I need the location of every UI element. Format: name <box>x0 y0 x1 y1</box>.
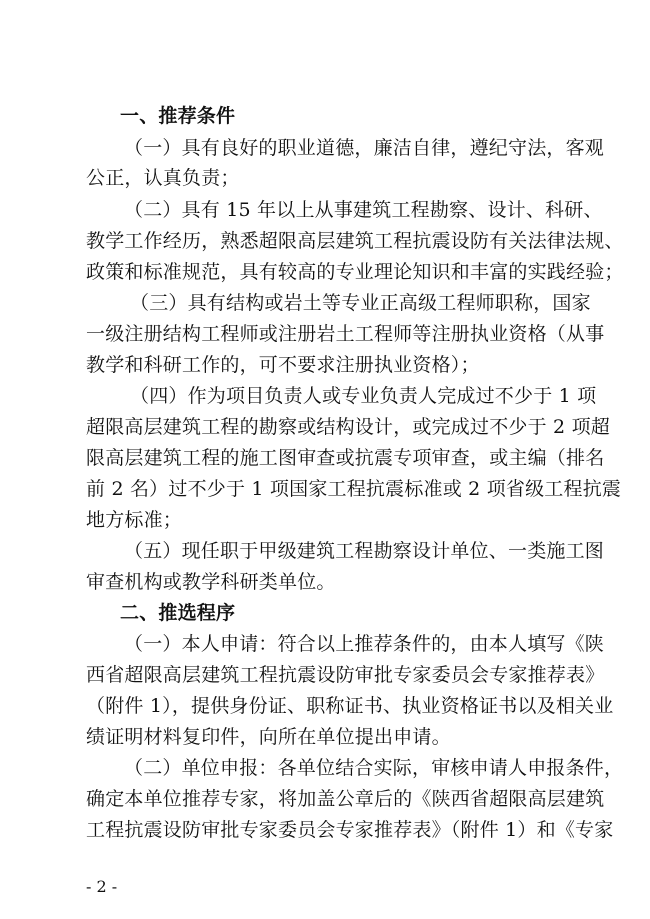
paragraph-line: 一级注册结构工程师或注册岩土工程师等注册执业资格（从事 <box>86 323 605 345</box>
paragraph-line: 审查机构或教学科研类单位。 <box>86 571 336 593</box>
paragraph-line: 限高层建筑工程的施工图审查或抗震专项审查，或主编（排名 <box>86 447 605 469</box>
paragraph-line: （五）现任职于甲级建筑工程勘察设计单位、一类施工图 <box>124 540 605 562</box>
paragraph-line: 公正，认真负责； <box>86 167 240 189</box>
paragraph-line: （四）作为项目负责人或专业负责人完成过不少于 1 项 <box>130 385 597 407</box>
paragraph-line: 政策和标准规范，具有较高的专业理论知识和丰富的实践经验； <box>86 261 624 283</box>
paragraph-line: 超限高层建筑工程的勘察或结构设计，或完成过不少于 2 项超 <box>86 416 610 438</box>
paragraph-line: 前 2 名）过不少于 1 项国家工程抗震标准或 2 项省级工程抗震 <box>86 478 622 500</box>
paragraph-line: （三）具有结构或岩土等专业正高级工程师职称，国家 <box>130 292 591 314</box>
section-heading-selection-procedure: 二、推选程序 <box>120 602 236 624</box>
paragraph-line: 地方标准； <box>86 509 183 531</box>
paragraph-line: 工程抗震设防审批专家委员会专家推荐表》（附件 1）和《专家 <box>86 819 614 841</box>
paragraph-line: （一）本人申请：符合以上推荐条件的，由本人填写《陕 <box>124 633 605 655</box>
paragraph-line: （二）具有 15 年以上从事建筑工程勘察、设计、科研、 <box>124 199 603 221</box>
paragraph-line: （一）具有良好的职业道德，廉洁自律，遵纪守法，客观 <box>124 137 605 159</box>
paragraph-line: 西省超限高层建筑工程抗震设防审批专家委员会专家推荐表》 <box>86 664 605 686</box>
paragraph-line: 绩证明材料复印件，向所在单位提出申请。 <box>86 726 451 748</box>
paragraph-line: （附件 1），提供身份证、职称证书、执业资格证书以及相关业 <box>86 695 614 717</box>
paragraph-line: （二）单位申报：各单位结合实际，审核申请人申报条件， <box>124 757 624 779</box>
paragraph-line: 教学工作经历，熟悉超限高层建筑工程抗震设防有关法律法规、 <box>86 230 624 252</box>
section-heading-recommendation-conditions: 一、推荐条件 <box>120 105 236 127</box>
paragraph-line: 确定本单位推荐专家，将加盖公章后的《陕西省超限高层建筑 <box>86 788 605 810</box>
page-number: - 2 - <box>86 877 118 896</box>
paragraph-line: 教学和科研工作的，可不要求注册执业资格）； <box>86 354 480 376</box>
